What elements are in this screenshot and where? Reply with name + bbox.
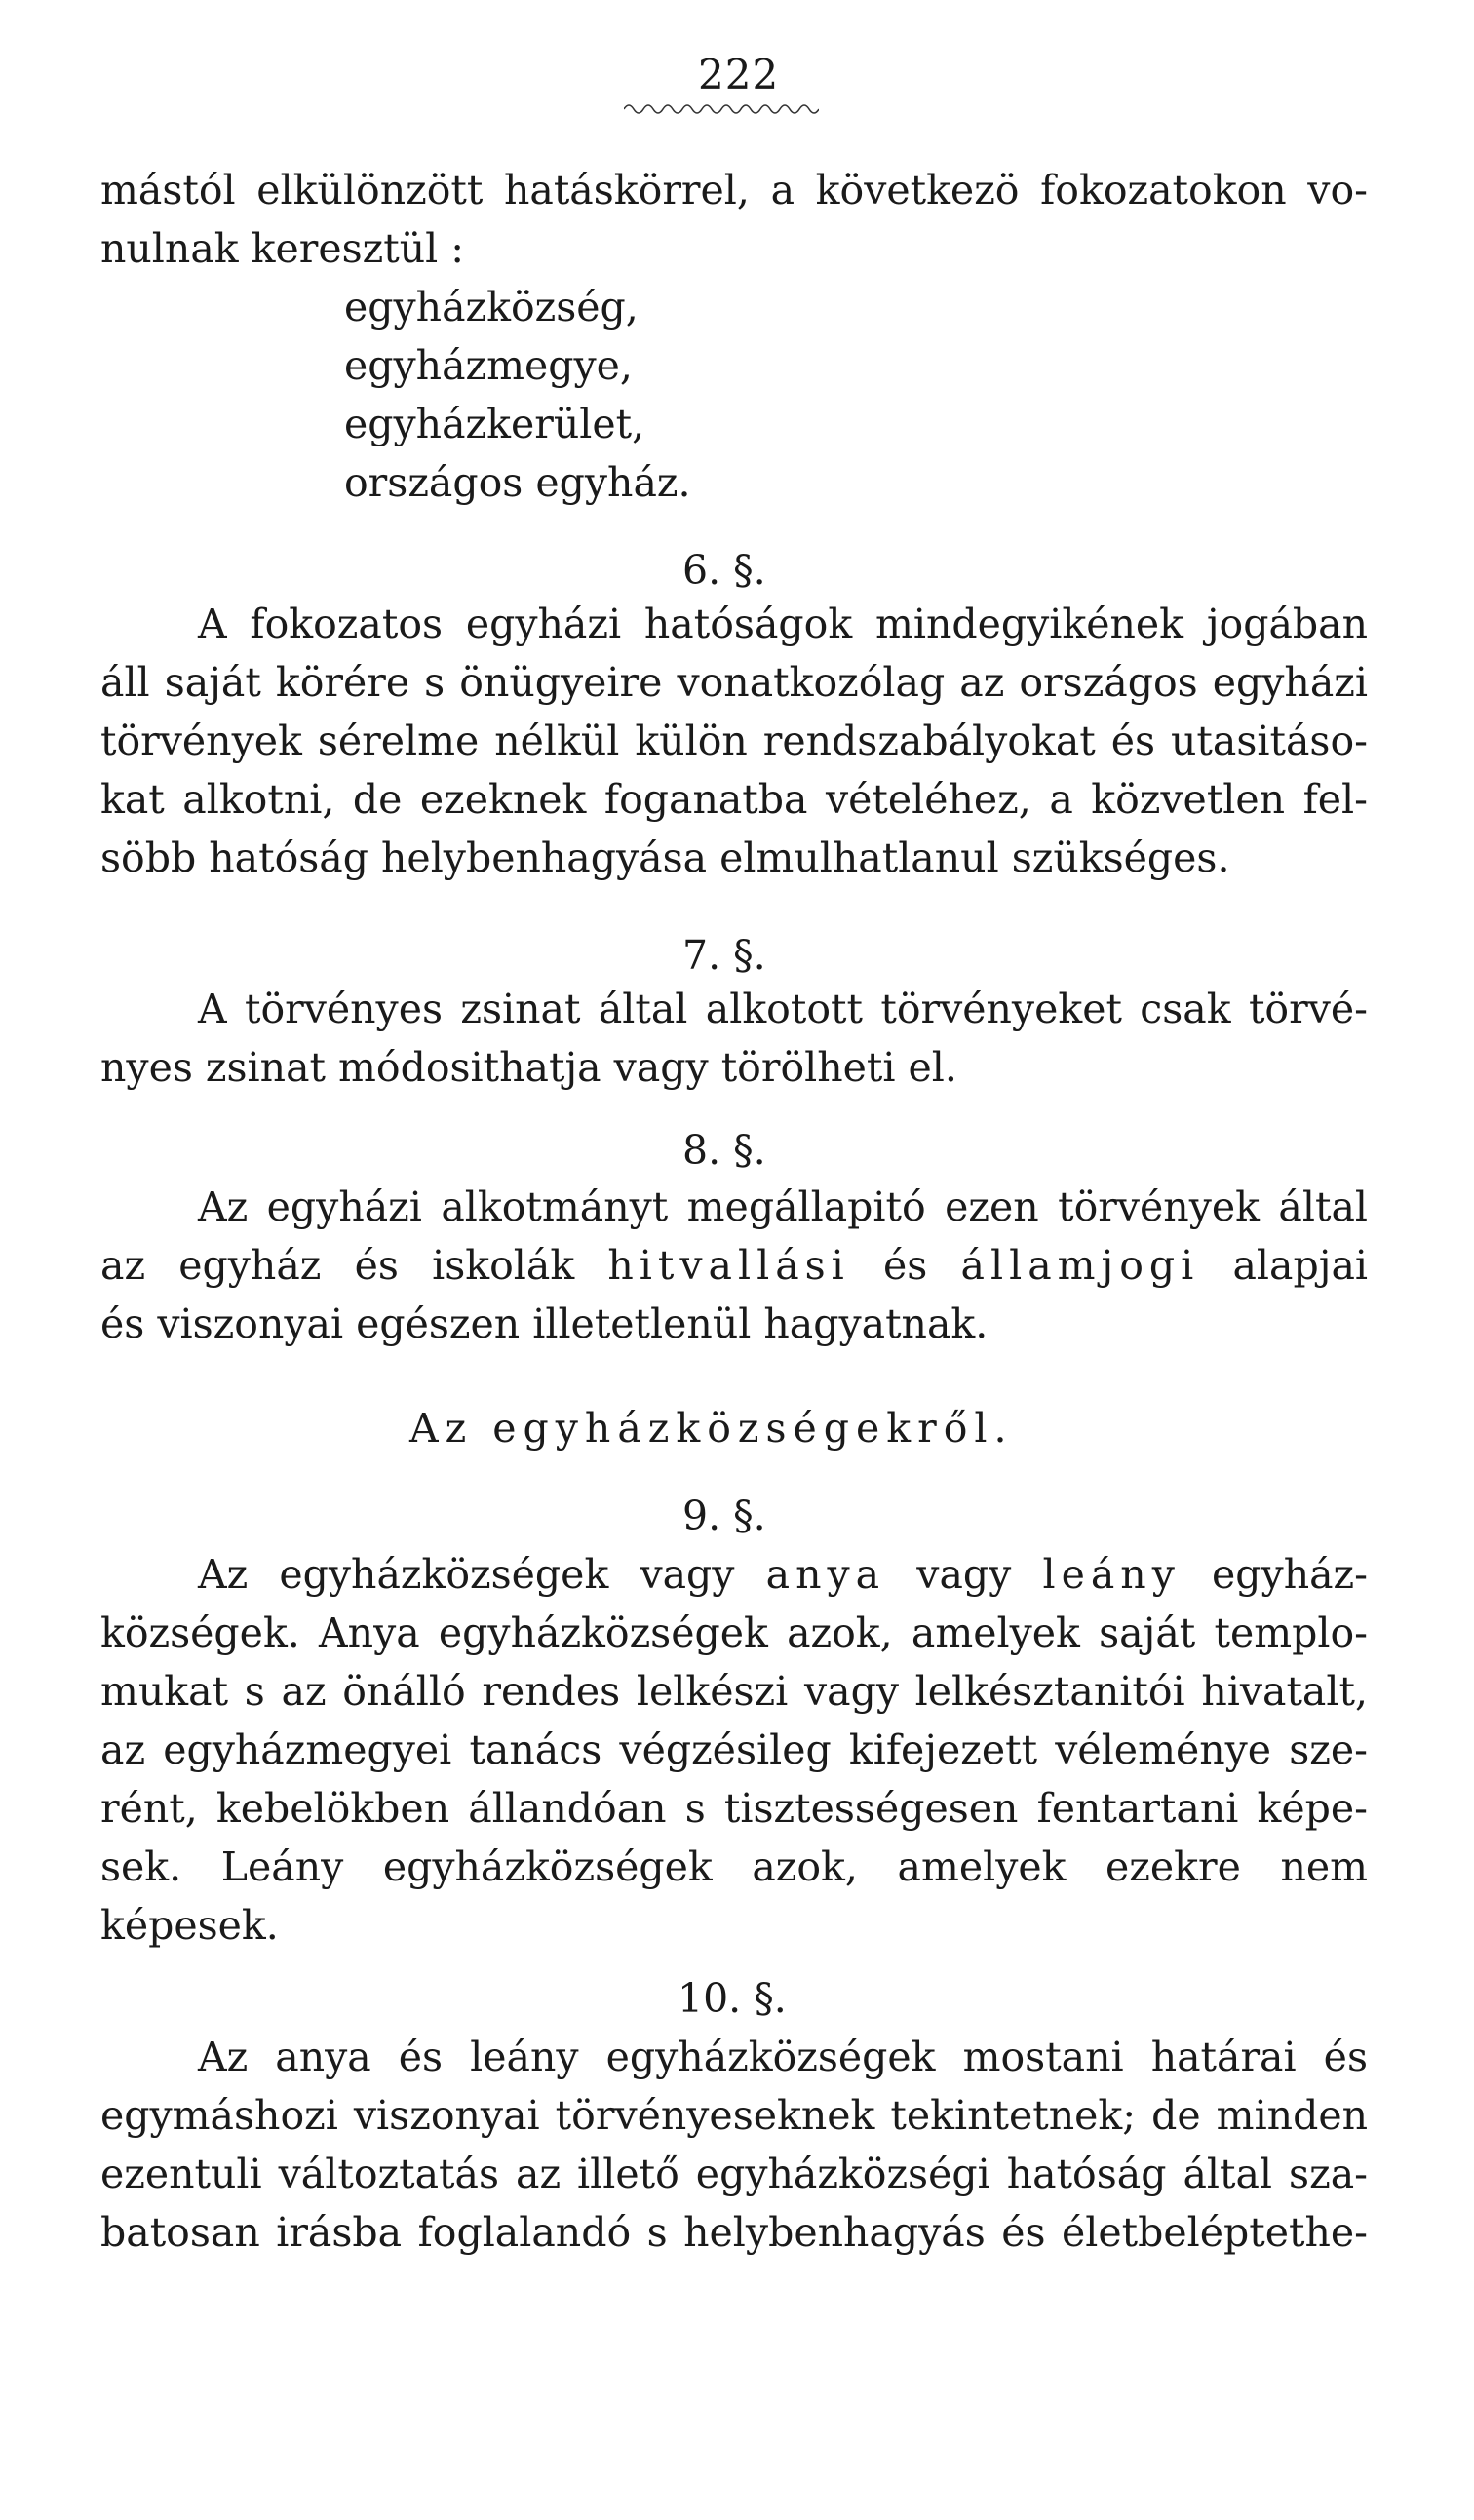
section-10-paragraph [100, 2028, 1368, 2262]
text-run: és [849, 1242, 961, 1289]
text-run: Az egyházközségek vagy [198, 1551, 766, 1598]
section-number: 9. §. [682, 1493, 766, 1539]
text-line: községek. Anya egyházközségek azok, amelyek saját templo- [100, 1609, 1368, 1656]
text-line: Az egyházi alkotmányt megállapitó ezen törvények által [198, 1183, 1368, 1230]
intro-paragraph [100, 161, 1368, 278]
text-line: Az anya és leány egyházközségek mostani határai és [198, 2034, 1368, 2080]
text-line: törvények sérelme nélkül külön rendszabályokat és utasitáso- [100, 717, 1368, 764]
section-number: 7. §. [682, 932, 766, 979]
section-heading: Az egyházközségekről. [409, 1405, 1014, 1452]
section-7-paragraph [100, 980, 1368, 1097]
list-item: országos egyház. [344, 459, 691, 506]
text-line: mukat s az önálló rendes lelkészi vagy lelkésztanitói hivatalt, [100, 1668, 1368, 1715]
text-line: söbb hatóság helybenhagyása elmulhatlanul szükséges. [100, 834, 1230, 881]
section-number: 6. §. [682, 547, 766, 594]
text-line: és viszonyai egészen illetetlenül hagyatnak. [100, 1300, 989, 1347]
text-line: rént, kebelökben állandóan s tisztességesen fentartani képe- [100, 1785, 1368, 1832]
list-item: egyházmegye, [344, 342, 633, 389]
section-number: 10. §. [678, 1975, 787, 2022]
text-line: sek. Leány egyházközségek azok, amelyek ezekre nem [100, 1843, 1368, 1890]
text-line: A fokozatos egyházi hatóságok mindegyikének jogában [198, 601, 1368, 647]
section-6-paragraph [100, 595, 1368, 887]
text-line: az egyházmegyei tanács végzésileg kifejezett véleménye sze- [100, 1726, 1368, 1773]
text-run: alapjai [1199, 1242, 1368, 1289]
text-run: egyház- [1180, 1551, 1369, 1598]
text-line: ezentuli változtatás az illető egyházközségi hatóság által sza- [100, 2151, 1368, 2197]
section-9-paragraph [100, 1545, 1368, 1955]
text-line: A törvényes zsinat által alkotott törvényeket csak törvé- [198, 986, 1368, 1032]
text-line: nulnak keresztül : [100, 225, 465, 272]
text-run: az egyház és iskolák [100, 1242, 608, 1289]
list-item: egyházközség, [344, 284, 639, 330]
text-line: egymáshozi viszonyai törvényeseknek tekintetnek; de minden [100, 2092, 1368, 2139]
emphasized-term: anya [765, 1551, 886, 1598]
text-run: vagy [885, 1551, 1043, 1598]
text-line [100, 1545, 1368, 1604]
text-line: mástól elkülönzött hatáskörrel, a következö fokozatokon vo- [100, 167, 1368, 213]
emphasized-term: államjogi [960, 1242, 1200, 1289]
list-item: egyházkerület, [344, 401, 645, 447]
section-8-paragraph [100, 1178, 1368, 1353]
emphasized-term: hitvallási [607, 1242, 850, 1289]
text-line: képesek. [100, 1902, 279, 1949]
text-line: nyes zsinat módosithatja vagy törölheti el. [100, 1044, 957, 1091]
text-line [100, 1236, 1368, 1295]
decorative-wave-rule [624, 97, 819, 121]
text-line: áll saját körére s önügyeire vonatkozólag az országos egyházi [100, 659, 1368, 706]
church-levels-list [100, 278, 1368, 512]
text-line: batosan irásba foglalandó s helybenhagyás és életbeléptethe- [100, 2209, 1368, 2256]
text-line: kat alkotni, de ezeknek foganatba vételéhez, a közvetlen fel- [100, 776, 1368, 823]
section-number: 8. §. [682, 1127, 766, 1174]
emphasized-term: leány [1042, 1551, 1181, 1598]
page-number: 222 [698, 51, 780, 98]
